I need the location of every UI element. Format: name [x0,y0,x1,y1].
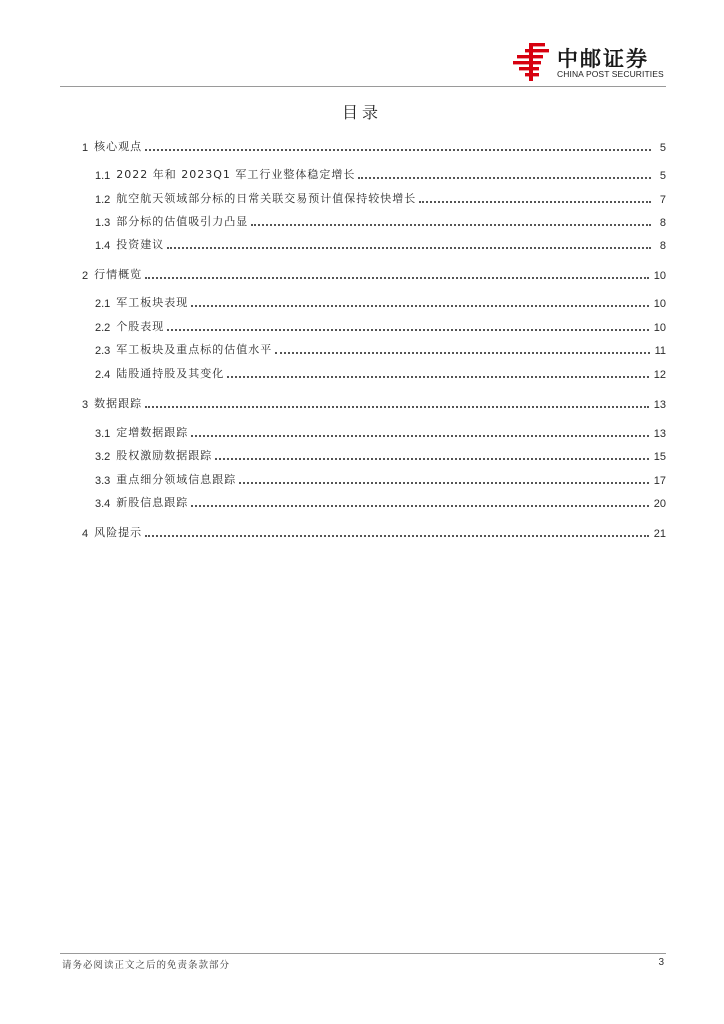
toc-entry[interactable] [95,213,666,229]
toc-entry-number: 1.3 [95,217,111,229]
toc-entry-number: 2.4 [95,369,111,381]
toc-dot-leader [191,505,648,507]
toc-entry-title: 个股表现 [116,320,165,333]
toc-entry-number: 3.4 [95,498,111,510]
toc-entry-page: 10 [653,298,666,310]
toc-entry-number: 2.2 [95,322,111,334]
toc-dot-leader [191,305,648,307]
toc-entry-number: 1.1 [95,170,111,182]
toc-entry-number: 2.3 [95,345,111,357]
toc-entry-number: 3 [82,399,89,411]
toc-entry[interactable] [95,190,666,206]
toc-entry-title: 航空航天领域部分标的日常关联交易预计值保持较快增长 [116,192,417,205]
page-number: 3 [658,957,664,968]
toc-entry-page: 5 [659,142,666,154]
toc-entry-page: 8 [659,240,666,252]
toc-entry-title: 重点细分领域信息跟踪 [116,473,237,486]
toc-entry-title: 股权激励数据跟踪 [116,449,213,462]
toc-dot-leader [358,177,651,179]
toc-entry-number: 1 [82,142,89,154]
china-post-logo-icon [511,42,555,82]
toc-entry-page: 13 [653,399,666,411]
toc-entry-title: 数据跟踪 [94,397,143,410]
toc-entry-number: 2 [82,270,89,282]
toc-entry-number: 2.1 [95,298,111,310]
toc-entry-page: 21 [653,528,666,540]
toc-dot-leader [145,406,649,408]
toc-entry[interactable] [95,236,666,252]
toc-entry[interactable] [82,524,666,540]
toc-dot-leader [191,435,648,437]
toc-entry[interactable] [82,138,666,154]
toc-title: 目录 [341,103,382,122]
toc-entry-number: 1.4 [95,240,111,252]
brand-logo [511,42,681,82]
toc-dot-leader [145,149,651,151]
toc-entry[interactable] [95,424,666,440]
toc-dot-leader [145,277,649,279]
toc-entry-page: 10 [653,270,666,282]
toc-entry-title: 军工板块表现 [116,296,189,309]
disclaimer-note: 请务必阅读正文之后的免责条款部分 [62,960,231,971]
toc-entry-page: 10 [653,322,666,334]
toc-entry-page: 15 [653,451,666,463]
toc-entry-title: 核心观点 [94,140,143,153]
brand-name-en: CHINA POST SECURITIES [557,69,664,79]
toc-entry-page: 7 [659,194,666,206]
toc-entry-title: 军工板块及重点标的估值水平 [116,343,273,356]
toc-dot-leader [145,535,649,537]
toc-entry-title: 定增数据跟踪 [116,426,189,439]
toc-entry[interactable] [95,365,666,381]
toc-entry-page: 11 [654,345,666,357]
toc-entry-page: 5 [659,170,666,182]
toc-entry[interactable] [95,494,666,510]
toc-entry-title: 风险提示 [94,526,143,539]
toc-entry[interactable] [95,166,666,182]
toc-entry[interactable] [95,447,666,463]
toc-entry[interactable] [82,395,666,411]
toc-dot-leader [419,201,651,203]
toc-entry-page: 8 [659,217,666,229]
toc-entry[interactable] [95,294,666,310]
toc-dot-leader [239,482,648,484]
toc-entry-page: 17 [653,475,666,487]
toc-entry-number: 1.2 [95,194,111,206]
toc-entry-number: 3.2 [95,451,111,463]
toc-entry-title: 陆股通持股及其变化 [116,367,225,380]
toc-entry-number: 3.3 [95,475,111,487]
toc-entry[interactable] [95,318,666,334]
toc-dot-leader [167,329,648,331]
footer-divider [60,953,666,954]
toc-entry-number: 4 [82,528,89,540]
toc-entry-page: 13 [653,428,666,440]
toc-dot-leader [215,458,648,460]
brand-name-cn: 中邮证券 [557,47,649,71]
toc-entry-title: 部分标的估值吸引力凸显 [116,215,249,228]
header-divider [60,86,666,87]
toc-entry-title: 新股信息跟踪 [116,496,189,509]
toc-dot-leader [167,247,651,249]
toc-dot-leader [227,376,648,378]
toc-dot-leader [275,352,649,354]
toc-entry-page: 20 [653,498,666,510]
toc-entry-page: 12 [653,369,666,381]
toc-entry[interactable] [95,341,666,357]
toc-dot-leader [251,224,651,226]
toc-entry[interactable] [82,266,666,282]
toc-entry-title: 投资建议 [116,238,165,251]
toc-entry-title: 行情概览 [94,268,143,281]
toc-entry-number: 3.1 [95,428,111,440]
toc-entry-title: 2022 年和 2023Q1 军工行业整体稳定增长 [116,168,356,181]
toc-entry[interactable] [95,471,666,487]
